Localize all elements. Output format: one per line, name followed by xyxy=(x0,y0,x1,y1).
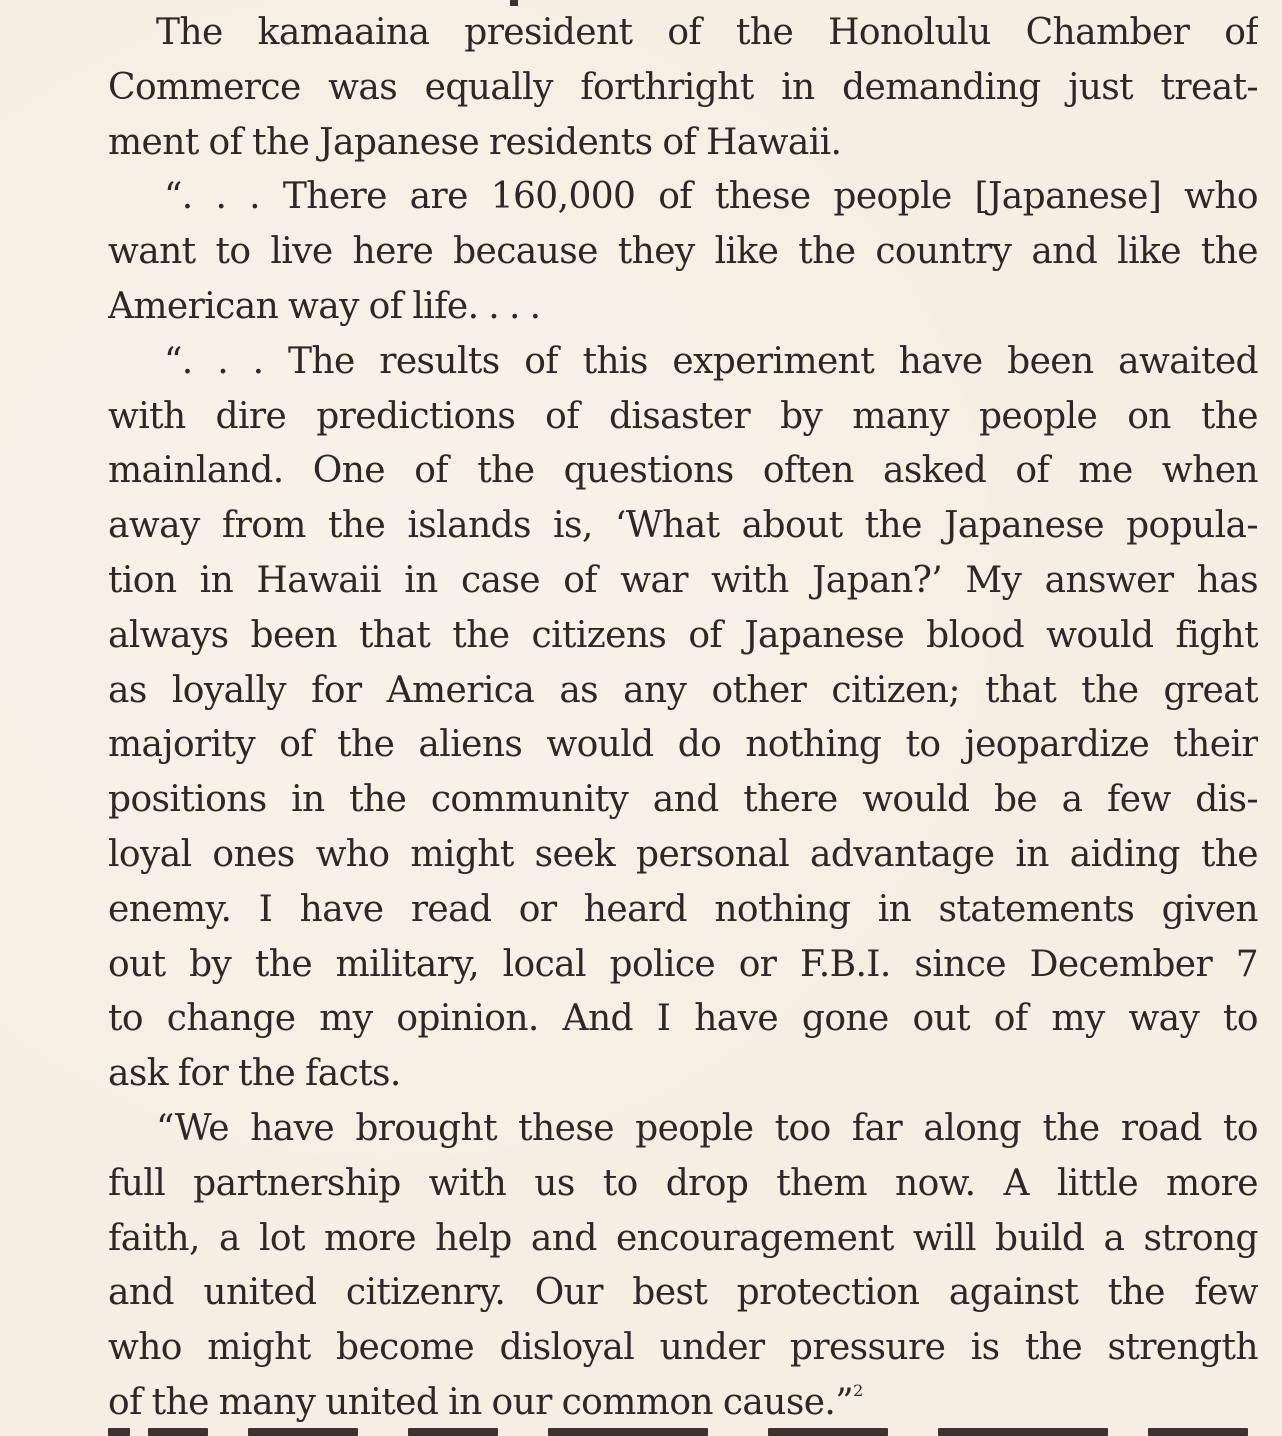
text-line: enemy. I have read or heard nothing in statements given xyxy=(108,888,1258,930)
text-line: faith, a lot more help and encouragement will build a strong xyxy=(108,1217,1258,1259)
paragraph xyxy=(108,1102,1258,1431)
text-line: to change my opinion. And I have gone out of my way to xyxy=(108,998,1258,1040)
text-line: who might become disloyal under pressure is the strength xyxy=(108,1327,1258,1369)
text-line: mainland. One of the questions often asked of me when xyxy=(108,450,1258,492)
text-line: majority of the aliens would do nothing to jeopardize their xyxy=(108,724,1258,766)
text-line-content: of the many united in our common cause.” xyxy=(108,1381,854,1423)
text-line: “. . . There are 160,000 of these people [Japanese] who xyxy=(164,176,1258,218)
text-line: loyal ones who might seek personal advantage in aiding the xyxy=(108,833,1258,875)
text-line: tion in Hawaii in case of war with Japan?’ My answer has xyxy=(108,559,1258,601)
text-line: away from the islands is, ‘What about the Japanese popula- xyxy=(108,505,1258,547)
text-line: as loyally for America as any other citizen; that the great xyxy=(108,669,1258,711)
text-line: out by the military, local police or F.B.I. since December 7 xyxy=(108,943,1258,985)
text-line: with dire predictions of disaster by many people on the xyxy=(108,395,1258,437)
footnote-marker: 2 xyxy=(853,1380,863,1400)
paragraph xyxy=(108,170,1258,334)
text-line: always been that the citizens of Japanese blood would fight xyxy=(108,614,1258,656)
text-line: Commerce was equally forthright in demanding just treat- xyxy=(108,66,1258,108)
body-text xyxy=(108,6,1258,1431)
text-line: want to live here because they like the country and like the xyxy=(108,231,1258,273)
text-line: “. . . The results of this experiment have been awaited xyxy=(164,340,1258,382)
text-line: positions in the community and there would be a few dis- xyxy=(108,779,1258,821)
text-line: ment of the Japanese residents of Hawaii. xyxy=(108,121,842,163)
text-line: full partnership with us to drop them now. A little more xyxy=(108,1162,1258,1204)
paragraph xyxy=(108,335,1258,1102)
text-line: “We have brought these people too far along the road to xyxy=(156,1107,1258,1149)
text-line xyxy=(108,1376,1258,1431)
text-line: The kamaaina president of the Honolulu Chamber of xyxy=(156,12,1258,53)
text-line: ask for the facts. xyxy=(108,1053,401,1095)
paragraph xyxy=(108,6,1258,170)
text-line: and united citizenry. Our best protection against the few xyxy=(108,1272,1258,1314)
text-line: American way of life. . . . xyxy=(108,285,541,327)
cropped-next-line-fragment xyxy=(108,1428,1258,1436)
